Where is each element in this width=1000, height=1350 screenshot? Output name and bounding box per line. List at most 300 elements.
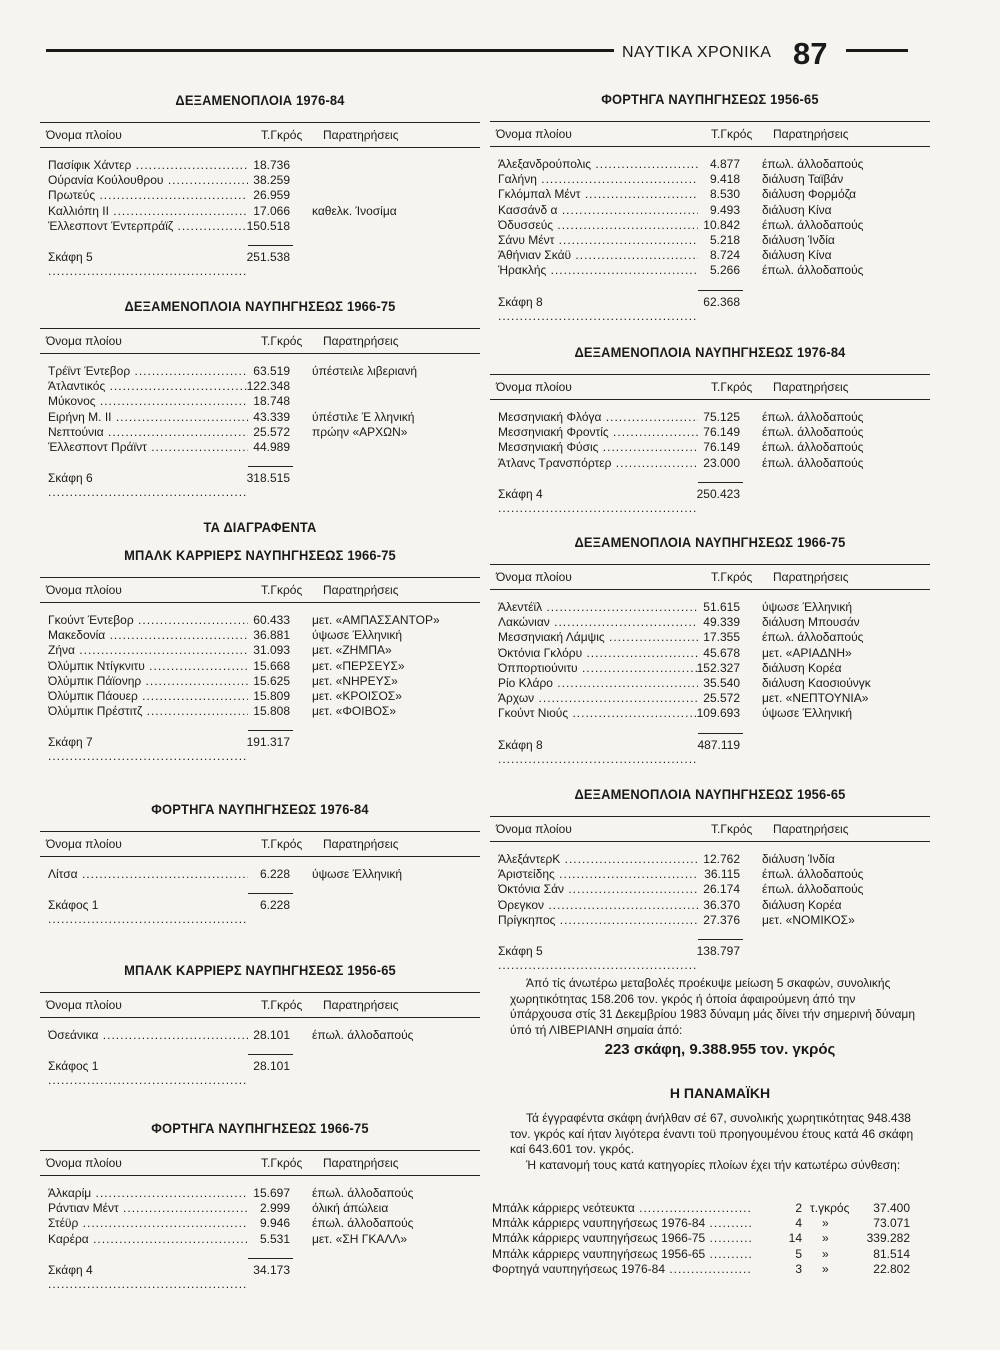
ship-name: Μεσσηνιακή Λάμψις ..... (498, 630, 698, 645)
table-row (490, 867, 930, 882)
ship-name: Καρέρα ..... (48, 1232, 248, 1247)
table-row (40, 158, 480, 173)
table-row (40, 379, 480, 394)
col-tons-header: Τ.Γκρός (711, 822, 753, 836)
ditto-mark: » (822, 1246, 829, 1261)
ship-name: Μεσσηνιακή Φροντίς ..... (498, 425, 698, 440)
ship-name: Άλκαρίμ ..... (48, 1186, 248, 1201)
col-remarks-header: Παρατηρήσεις (773, 570, 849, 584)
section-tankers-1976-84 (40, 92, 480, 266)
category-row (492, 1216, 912, 1231)
gross-tons: 36.115 (704, 867, 740, 882)
section-tankers-1966-75-b (490, 534, 930, 754)
remarks: μετ. «ΠΕΡΣΕΥΣ» (312, 658, 405, 673)
col-remarks-header: Παρατηρήσεις (323, 334, 399, 348)
ship-name: Λίτσα ..... (48, 867, 248, 882)
remarks: έπωλ. άλλοδαπούς (762, 440, 864, 455)
col-tons-header: Τ.Γκρός (261, 128, 303, 142)
gross-tons: 76.149 (703, 440, 740, 455)
col-remarks-header: Παρατηρήσεις (323, 1156, 399, 1170)
table-row (40, 440, 480, 455)
gross-tons: 5.218 (709, 232, 740, 247)
ship-name: Άτλανς Τρανσπόρτερ ..... (498, 456, 698, 471)
total-tons: 6.228 (259, 898, 290, 913)
remarks: έπωλ. άλλοδαπούς (762, 867, 864, 882)
remarks: ύψωσε Έλληνική (762, 600, 852, 614)
ship-name: Τρέϊντ Έντεβορ ..... (48, 364, 248, 379)
col-remarks-header: Παρατηρήσεις (323, 998, 399, 1012)
table-body (40, 613, 480, 719)
category-label: Μπάλκ κάρριερς ναυπηγήσεως 1956-65 ..... (492, 1247, 752, 1262)
table-row (490, 913, 930, 928)
remarks: ύψωσε Έλληνική (312, 867, 402, 881)
table-row (490, 630, 930, 645)
table-row (40, 689, 480, 704)
table-row (40, 410, 480, 425)
total-rule (698, 482, 743, 483)
section-total (40, 896, 480, 914)
table-row (40, 643, 480, 658)
gross-tons: 49.339 (703, 615, 740, 630)
category-tons: 81.514 (873, 1246, 910, 1261)
total-label: Σκάφη 8 ..... (498, 738, 698, 766)
panama-category-list (492, 1201, 912, 1277)
gross-tons: 25.572 (253, 424, 290, 439)
table-header (40, 328, 480, 354)
table-row (490, 425, 930, 440)
total-tons: 318.515 (246, 471, 290, 486)
table-header (40, 831, 480, 857)
ship-name: Πασίφικ Χάντερ ..... (48, 158, 248, 173)
total-label: Σκάφη 4 ..... (498, 487, 698, 515)
section-title: ΜΠΑΛΚ ΚΑΡΡΙΕΡΣ ΝΑΥΠΗΓΗΣΕΩΣ 1956-65 (124, 962, 396, 978)
remarks: έπωλ. άλλοδαπούς (762, 455, 864, 470)
ship-name: Έλλεσποντ Έντερπράϊζ ..... (48, 219, 248, 234)
section-total (40, 469, 480, 487)
gross-tons: 10.842 (703, 217, 740, 232)
table-body (490, 410, 930, 471)
gross-tons: 150.518 (246, 218, 290, 233)
section-subtitle: ΜΠΑΛΚ ΚΑΡΡΙΕΡΣ ΝΑΥΠΗΓΗΣΕΩΣ 1966-75 (124, 547, 396, 563)
gross-tons: 2.999 (259, 1201, 290, 1216)
total-rule (698, 733, 743, 734)
remarks: διάλυση Ίνδία (762, 852, 835, 866)
ship-name: Σάνυ Μέντ ..... (498, 233, 698, 248)
ship-name: Ζήνα ..... (48, 643, 248, 658)
table-row (490, 263, 930, 278)
total-rule (248, 730, 293, 731)
table-row (40, 1186, 480, 1201)
col-name-header: Όνομα πλοίου (496, 380, 572, 394)
table-row (490, 691, 930, 706)
total-label: Σκάφη 5 ..... (498, 944, 698, 972)
table-body (40, 867, 480, 882)
gross-tons: 26.959 (253, 188, 290, 203)
table-body (40, 1028, 480, 1043)
col-tons-header: Τ.Γκρός (261, 583, 303, 597)
ship-name: Όκτόνια Σάν ..... (498, 882, 698, 897)
remarks: διάλυση Ίνδία (762, 232, 835, 247)
category-tons: 37.400 (873, 1201, 910, 1215)
ship-name: Γαλήνη ..... (498, 172, 698, 187)
section-title: ΔΕΞΑΜΕΝΟΠΛΟΙΑ 1976-84 (175, 92, 345, 108)
total-label: Σκάφη 6 ..... (48, 471, 248, 499)
table-row (490, 218, 930, 233)
remarks: μετ. «ΚΡΟΙΣΟΣ» (312, 688, 402, 703)
ship-name: Ρίο Κλάρο ..... (498, 676, 698, 691)
col-tons-header: Τ.Γκρός (711, 570, 753, 584)
remarks: έπωλ. άλλοδαπούς (762, 263, 864, 278)
remarks: διάλυση Κίνα (762, 202, 832, 217)
col-name-header: Όνομα πλοίου (46, 1156, 122, 1170)
ship-name: Όλύμπικ Πρέστιτζ ..... (48, 704, 248, 719)
ship-name: Νεπτούνια ..... (48, 425, 248, 440)
section-title: ΤΑ ΔΙΑΓΡΑΦΕΝΤΑ (203, 519, 317, 535)
table-row (40, 867, 480, 882)
col-name-header: Όνομα πλοίου (46, 583, 122, 597)
remarks: έπωλ. άλλοδαπούς (312, 1186, 414, 1200)
col-remarks-header: Παρατηρήσεις (323, 837, 399, 851)
remarks: μετ. «ΑΡΙΑΔΝΗ» (762, 645, 852, 660)
category-tons: 73.071 (873, 1216, 910, 1231)
section-title: ΔΕΞΑΜΕΝΟΠΛΟΙΑ ΝΑΥΠΗΓΗΣΕΩΣ 1956-65 (574, 786, 846, 802)
ship-name: Γκούντ Νιούς ..... (498, 706, 698, 721)
category-label: Μπάλκ κάρριερς ναυπηγήσεως 1976-84 ..... (492, 1216, 752, 1231)
ship-name: Μεσσηνιακή Φλόγα ..... (498, 410, 698, 425)
remarks: μετ. «ΝΕΠΤΟΥΝΙΑ» (762, 691, 869, 706)
ship-name: Όκτόνια Γκλόρυ ..... (498, 646, 698, 661)
category-row (492, 1201, 912, 1216)
ship-name: Λακώνιαν ..... (498, 615, 698, 630)
category-label: Μπάλκ κάρριερς ναυπηγήσεως 1966-75 ..... (492, 1231, 752, 1246)
ship-name: Όδυσσεύς ..... (498, 218, 698, 233)
table-header (40, 122, 480, 148)
ship-name: ΆλεξάντερΚ ..... (498, 852, 698, 867)
remarks: έπωλ. άλλοδαπούς (762, 157, 864, 171)
ship-name: Έλλεσποντ Πράϊντ ..... (48, 440, 248, 455)
col-remarks-header: Παρατηρήσεις (323, 583, 399, 597)
table-body (490, 600, 930, 722)
section-total (490, 942, 930, 960)
total-label: Σκάφος 1 ..... (48, 1059, 248, 1087)
remarks: διάλυση Ταϊβάν (762, 172, 844, 187)
remarks: ύπέστιλε Έ λληνική (312, 409, 415, 424)
remarks: ύψωσε Έλληνική (312, 628, 402, 643)
gross-tons: 36.881 (253, 628, 290, 643)
tonnage-unit: τ.γκρός (810, 1201, 850, 1215)
col-tons-header: Τ.Γκρός (261, 1156, 303, 1170)
total-tons: 34.173 (253, 1262, 290, 1277)
magazine-title: ΝΑΥΤΙΚΑ ΧΡΟΝΙΚΑ (622, 44, 772, 61)
gross-tons: 9.418 (709, 172, 740, 187)
table-row (40, 674, 480, 689)
total-rule (698, 939, 743, 940)
gross-tons: 18.748 (253, 394, 290, 409)
ship-count: 3 (795, 1261, 802, 1276)
gross-tons: 25.572 (703, 691, 740, 706)
total-tons: 487.119 (697, 737, 740, 752)
ship-name: Άθήνιαν Σκάϋ ..... (498, 248, 698, 263)
col-remarks-header: Παρατηρήσεις (773, 380, 849, 394)
table-header (490, 816, 930, 842)
section-cargo-1966-75 (40, 1120, 480, 1279)
table-row (40, 1028, 480, 1043)
category-tons: 22.802 (873, 1261, 910, 1276)
gross-tons: 17.355 (703, 630, 740, 645)
ship-name: Στέϋρ ..... (48, 1216, 248, 1231)
gross-tons: 38.259 (253, 173, 290, 188)
total-label: Σκάφη 8 ..... (498, 295, 698, 323)
gross-tons: 51.615 (703, 600, 740, 614)
total-tons: 62.368 (703, 294, 740, 309)
ship-name: Πρωτεύς ..... (48, 188, 248, 203)
table-row (490, 233, 930, 248)
col-name-header: Όνομα πλοίου (46, 837, 122, 851)
table-header (490, 564, 930, 590)
ship-name: Μακεδονία ..... (48, 628, 248, 643)
section-title: ΔΕΞΑΜΕΝΟΠΛΟΙΑ ΝΑΥΠΗΓΗΣΕΩΣ 1966-75 (124, 298, 396, 314)
section-total (40, 1261, 480, 1279)
total-label: Σκάφος 1 ..... (48, 898, 248, 926)
remarks: διάλυση Φορμόζα (762, 187, 857, 202)
gross-tons: 5.266 (709, 263, 740, 278)
col-tons-header: Τ.Γκρός (711, 380, 753, 394)
remarks: έπωλ. άλλοδαπούς (312, 1216, 414, 1231)
gross-tons: 12.762 (703, 852, 740, 866)
col-remarks-header: Παρατηρήσεις (773, 127, 849, 141)
table-row (490, 440, 930, 455)
table-row (40, 173, 480, 188)
ship-name: Πρίγκηπος ..... (498, 913, 698, 928)
table-row (490, 157, 930, 172)
section-title: ΦΟΡΤΗΓΑ ΝΑΥΠΗΓΗΣΕΩΣ 1956-65 (601, 91, 819, 107)
col-tons-header: Τ.Γκρός (261, 837, 303, 851)
gross-tons: 15.808 (253, 704, 290, 719)
col-name-header: Όνομα πλοίου (46, 998, 122, 1012)
gross-tons: 4.877 (709, 157, 740, 171)
section-tankers-1966-75 (40, 298, 480, 487)
remarks: διάλυση Μπουσάν (762, 615, 860, 630)
table-row (490, 882, 930, 897)
table-header (40, 992, 480, 1018)
table-header (490, 374, 930, 400)
gross-tons: 76.149 (703, 425, 740, 440)
gross-tons: 9.493 (709, 202, 740, 217)
gross-tons: 63.519 (253, 364, 290, 378)
ship-name: Μεσσηνιακή Φύσις ..... (498, 440, 698, 455)
col-remarks-header: Παρατηρήσεις (323, 128, 399, 142)
remarks: ύπέστειλε λιβεριανή (312, 364, 418, 378)
ditto-mark: » (822, 1216, 829, 1231)
remarks: μετ. «ΖΗΜΠΑ» (312, 643, 392, 658)
remarks: μετ. «ΝΟΜΙΚΟΣ» (762, 912, 855, 927)
ship-name: Άτλαντικός ..... (48, 379, 248, 394)
ditto-mark: » (822, 1231, 829, 1246)
section-total (40, 733, 480, 751)
ship-name: Κασσάνδ α ..... (498, 203, 698, 218)
table-body (490, 852, 930, 928)
total-label: Σκάφη 7 ..... (48, 735, 248, 763)
remarks: έπωλ. άλλοδαπούς (312, 1028, 414, 1042)
remarks: όλική άπώλεια (312, 1201, 389, 1216)
col-name-header: Όνομα πλοίου (496, 127, 572, 141)
gross-tons: 36.370 (703, 897, 740, 912)
gross-tons: 43.339 (253, 409, 290, 424)
table-header (40, 1150, 480, 1176)
section-deleted-bulk-1966-75 (40, 519, 480, 751)
table-row (490, 676, 930, 691)
section-total (490, 293, 930, 311)
table-row (40, 394, 480, 409)
gross-tons: 31.093 (253, 643, 290, 658)
section-cargo-1976-84 (40, 801, 480, 914)
section-total (40, 1057, 480, 1075)
table-row (490, 456, 930, 471)
table-row (40, 364, 480, 379)
ship-name: Άλεντέϊλ ..... (498, 600, 698, 615)
table-body (40, 1186, 480, 1247)
ship-count: 14 (788, 1231, 802, 1246)
col-remarks-header: Παρατηρήσεις (773, 822, 849, 836)
table-body (40, 158, 480, 234)
ship-name: Άρχων ..... (498, 691, 698, 706)
col-name-header: Όνομα πλοίου (496, 822, 572, 836)
section-total (490, 485, 930, 503)
total-tons: 251.538 (246, 249, 290, 264)
total-rule (248, 466, 293, 467)
ship-name: Καλλιόπη ΙΙ ..... (48, 204, 248, 219)
remarks: έπωλ. άλλοδαπούς (762, 217, 864, 232)
remarks: καθελκ. Ίνοσίμα (312, 203, 397, 218)
ship-name: Ειρήνη Μ. ΙΙ ..... (48, 410, 248, 425)
table-header (40, 577, 480, 603)
section-title: ΦΟΡΤΗΓΑ ΝΑΥΠΗΓΗΣΕΩΣ 1966-75 (151, 1120, 369, 1136)
remarks: μετ. «ΣΗ ΓΚΑΛΛ» (312, 1231, 408, 1246)
panama-paragraph: Τά έγγραφέντα σκάφη άνήλθαν σέ 67, συνολικής χωρητικότητας 948.438 τον. γκρός καί ήταν λιγότερα έναντι τοϋ προηγουμένου έτους κατά 46 σκάφη καί 643.601 τον. γκρός. (510, 1111, 914, 1156)
ship-name: Γκούντ Έντεβορ ..... (48, 613, 248, 628)
gross-tons: 17.066 (253, 203, 290, 218)
table-row (490, 410, 930, 425)
ship-count: 4 (795, 1216, 802, 1231)
remarks: έπωλ. άλλοδαπούς (762, 630, 864, 645)
ship-name: Ήρακλής ..... (498, 263, 698, 278)
table-row (490, 172, 930, 187)
remarks: μετ. «ΦΟΙΒΟΣ» (312, 704, 397, 719)
col-name-header: Όνομα πλοίου (46, 128, 122, 142)
ship-name: Όλύμπικ Πάουερ ..... (48, 689, 248, 704)
section-cargo-1956-65 (490, 91, 930, 311)
remarks: ύψωσε Έλληνική (762, 706, 852, 721)
ship-name: Όσεάνικα ..... (48, 1028, 248, 1043)
gross-tons: 8.530 (709, 187, 740, 202)
ship-count: 5 (795, 1246, 802, 1261)
remarks: πρώην «ΑΡΧΩΝ» (312, 424, 408, 439)
total-tons: 28.101 (253, 1059, 290, 1074)
table-row (40, 219, 480, 234)
gross-tons: 152.327 (696, 660, 740, 675)
section-tankers-1976-84-b (490, 344, 930, 503)
remarks: έπωλ. άλλοδαπούς (762, 410, 864, 424)
table-row (490, 646, 930, 661)
page-number: 87 (793, 36, 828, 71)
gross-tons: 15.625 (253, 673, 290, 688)
total-rule (248, 893, 293, 894)
liberian-total: 223 σκάφη, 9.388.955 τον. γκρός (604, 1041, 836, 1058)
total-rule (698, 290, 743, 291)
total-label: Σκάφη 4 ..... (48, 1263, 248, 1291)
table-row (40, 204, 480, 219)
col-tons-header: Τ.Γκρός (261, 334, 303, 348)
table-row (490, 706, 930, 721)
gross-tons: 15.668 (253, 658, 290, 673)
remarks: μετ. «ΑΜΠΑΣΣΑΝΤΟΡ» (312, 613, 440, 627)
remarks: διάλυση Κορέα (762, 897, 842, 912)
category-tons: 339.282 (866, 1231, 910, 1246)
ship-name: Άριστείδης ..... (498, 867, 698, 882)
gross-tons: 35.540 (703, 675, 740, 690)
table-row (490, 852, 930, 867)
ship-name: Μύκονος ..... (48, 394, 248, 409)
remarks: διάλυση Κορέα (762, 660, 842, 675)
col-name-header: Όνομα πλοίου (46, 334, 122, 348)
table-row (40, 659, 480, 674)
total-rule (248, 1258, 293, 1259)
section-total (40, 248, 480, 266)
table-row (40, 1232, 480, 1247)
table-header (490, 121, 930, 147)
table-row (490, 248, 930, 263)
gross-tons: 44.989 (253, 439, 290, 454)
table-row (40, 1216, 480, 1231)
ship-name: Όλύμπικ Ντίγκνιτυ ..... (48, 659, 248, 674)
summary-paragraph: Άπό τίς άνωτέρω μεταβολές προέκυψε μείωση 5 σκαφών, συνολικής χωρητικότητας 158.206 τον. γκρός ή όποία άφαιρούμενη άπό την ύπάρχουσα στίς 31 Δεκεμβρίου 1983 δύναμη μάς δίνει τήν σημερινή δύναμη ύπό τή ΛΙΒΕΡΙΑΝΗ σημαία άπό: (510, 976, 916, 1037)
ship-name: Ράντιαν Μέντ ..... (48, 1201, 248, 1216)
table-row (40, 188, 480, 203)
remarks: έπωλ. άλλοδαπούς (762, 425, 864, 440)
total-rule (248, 1054, 293, 1055)
section-total (490, 736, 930, 754)
total-tons: 191.317 (246, 735, 290, 750)
category-row (492, 1231, 912, 1246)
gross-tons: 8.724 (709, 248, 740, 263)
category-label: Φορτηγά ναυπηγήσεως 1976-84 ..... (492, 1262, 752, 1277)
header-rule-left (46, 49, 614, 52)
table-body (490, 157, 930, 279)
ship-name: Όππορτιούνιτυ ..... (498, 661, 698, 676)
table-row (490, 661, 930, 676)
total-tons: 138.797 (696, 943, 740, 958)
remarks: διάλυση Καοσιούνγκ (762, 675, 871, 690)
gross-tons: 23.000 (703, 455, 740, 470)
section-bulk-1956-65 (40, 962, 480, 1075)
section-title: ΔΕΞΑΜΕΝΟΠΛΟΙΑ ΝΑΥΠΗΓΗΣΕΩΣ 1976-84 (574, 344, 846, 360)
gross-tons: 18.736 (253, 158, 290, 172)
total-label: Σκάφη 5 ..... (48, 250, 248, 278)
table-row (490, 615, 930, 630)
category-label: Μπάλκ κάρριερς νεότευκτα ..... (492, 1201, 752, 1216)
section-title: ΦΟΡΤΗΓΑ ΝΑΥΠΗΓΗΣΕΩΣ 1976-84 (151, 801, 369, 817)
gross-tons: 9.946 (259, 1216, 290, 1231)
gross-tons: 60.433 (253, 613, 290, 627)
table-row (490, 898, 930, 913)
gross-tons: 26.174 (703, 882, 740, 897)
col-tons-header: Τ.Γκρός (261, 998, 303, 1012)
category-row (492, 1247, 912, 1262)
gross-tons: 75.125 (703, 410, 740, 424)
table-row (40, 628, 480, 643)
total-tons: 250.423 (696, 486, 740, 501)
total-rule (248, 245, 293, 246)
